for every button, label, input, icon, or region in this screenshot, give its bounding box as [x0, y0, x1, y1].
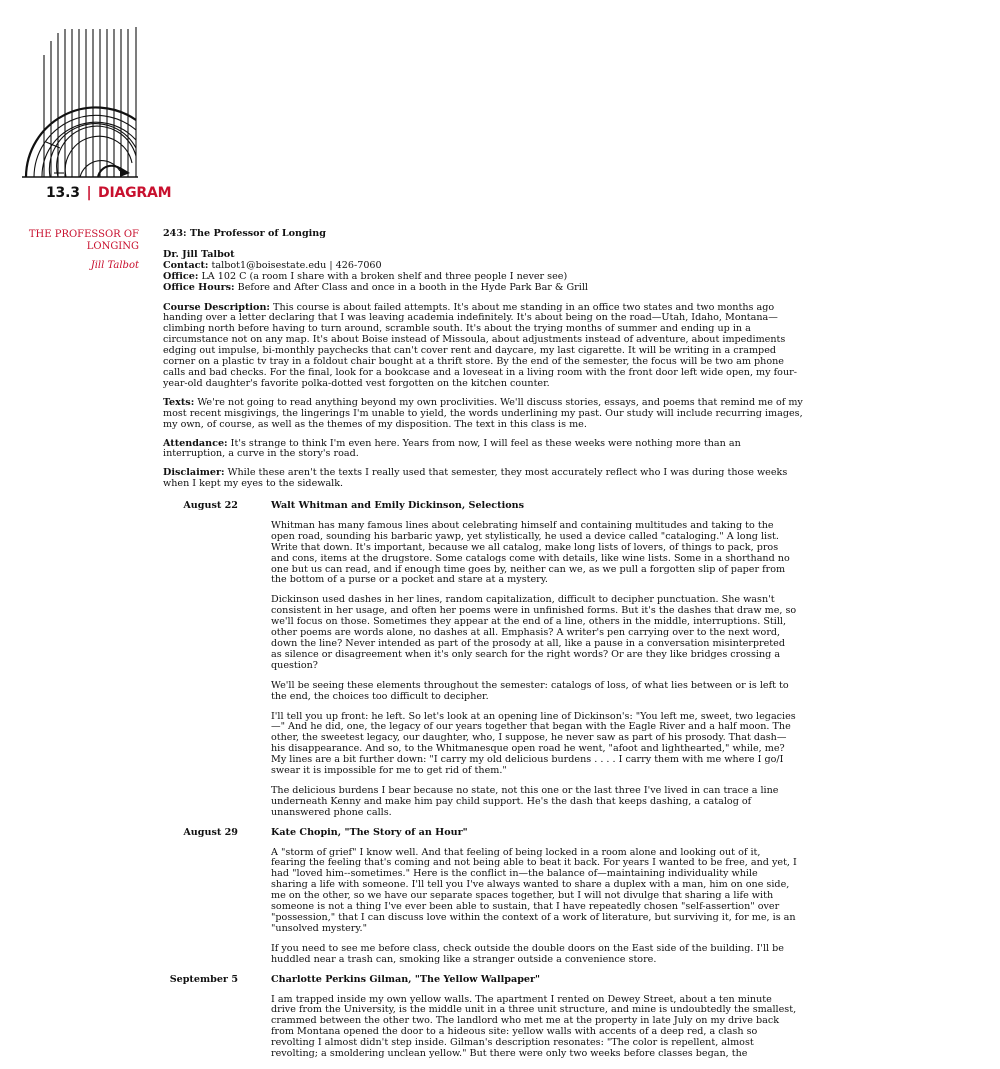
schedule-reading-title: Kate Chopin, "The Story of an Hour" [271, 826, 468, 838]
author-link[interactable]: Jill Talbot [90, 260, 139, 271]
office-hours-value: Before and After Class and once in a booth in the Hyde Park Bar & Grill [237, 281, 588, 293]
magazine-logo[interactable] [20, 25, 172, 205]
schedule-paragraph: Dickinson used dashes in her lines, random capitalization, difficult to decipher punctuation. She wasn't consistent in her usage, and often her poems were in unfinished forms. But it's the dashes that draw me, so we'll focus on those. Sometimes they appear at the end of a line, others in the middle, interruptions. Still, other poems are words alone, no dashes at all. Emphasis? A writer's pen carrying over to the next word, down the line? Never intended as part of the prosody at all, like a pause in a conversation misinterpreted as silence or disagreement when it's only search for the right words? Or are they like bridges crossing a question? [271, 594, 797, 671]
course-title: 243: The Professor of Longing [163, 228, 326, 239]
course-description-text: This course is about failed attempts. It's about me standing in an office two states and two months ago handing over a letter declaring that I was leaving academia indefinitely. It's about being on the road—Utah, Idaho, Montana—climbing north before having to turn around, scramble south. It's about the trying months of summer and ending up in a circumstance not on any map. It's about Boise instead of Missoula, about adjustments instead of adventure, about impediments edging out impulse, bi-monthly paychecks that can't cover rent and daycare, my last cigarette. It will be writing in a cramped corner on a plastic tv tray in a foldout chair bought at a thrift store. By the end of the semester, the focus will be two am phone calls and bad checks. For the final, look for a bookcase and a loveseat in a living room with the front door left wide open, my four-year-old daughter's favorite polka-dotted vest forgotten on the kitchen counter. [163, 301, 797, 389]
instructor-name: Dr. Jill Talbot [163, 248, 235, 260]
texts-section [163, 398, 803, 431]
schedule-date: September 5 [169, 973, 238, 985]
office-value: LA 102 C (a room I share with a broken shelf and three people I never see) [201, 270, 568, 282]
schedule-paragraph: If you need to see me before class, check outside the double doors on the East side of the building. I'll be huddled near a trash can, smoking like a stranger outside a convenience store. [271, 942, 784, 965]
logo-number: 13.3 [46, 185, 80, 201]
disclaimer-section [163, 468, 803, 490]
syllabus-header [163, 229, 803, 498]
schedule-paragraph: I am trapped inside my own yellow walls. The apartment I rented on Dewey Street, about a ten minute drive from the University, is the middle unit in a three unit structure, and mine is undoubtedly the smallest, crammed between the other two. The landlord who met me at the property in late July on my drive back from Montana opened the door to a hideous site: yellow walls with accents of a deep red, a clash so revolting I almost didn't step inside. Gilman's description resonates: "The color is repellent, almost revolting; a smoldering unclean yellow." But there were only two weeks before classes began, the [271, 993, 797, 1060]
schedule-date: August 22 [183, 500, 238, 511]
attendance-label: Attendance: [163, 437, 228, 449]
logo-word: DIAGRAM [98, 185, 172, 201]
schedule-date: August 29 [183, 826, 238, 838]
office-hours-label: Office Hours: [163, 281, 235, 293]
logo-wordmark [46, 185, 171, 201]
schedule [163, 501, 803, 1069]
attendance-section [163, 439, 803, 461]
attendance-text: It's strange to think I'm even here. Years from now, I will feel as these weeks were nothing more than an interruption, a curve in the story's road. [163, 437, 741, 460]
office-label: Office: [163, 270, 199, 282]
contact-block [163, 250, 803, 294]
contact-label: Contact: [163, 259, 209, 271]
course-description [163, 303, 803, 390]
disclaimer-text: While these aren't the texts I really used that semester, they most accurately reflect who I was during those weeks when I kept my eyes to the sidewalk. [163, 467, 788, 490]
schedule-entry [163, 501, 803, 819]
logo-separator: | [86, 185, 92, 201]
course-description-label: Course Description: [163, 301, 270, 313]
texts-label: Texts: [163, 396, 195, 408]
schedule-entry [163, 975, 803, 1060]
schedule-entry [163, 828, 803, 966]
contact-value: talbot1@boisestate.edu | 426-7060 [211, 259, 382, 271]
piece-title-link[interactable]: THE PROFESSOR OF LONGING [28, 229, 139, 252]
schedule-paragraph: Whitman has many famous lines about celebrating himself and containing multitudes and taking to the open road, sounding his barbaric yawp, yet stylistically, he used a device called "cataloging." A long list. Write that down. It's important, because we all catalog, make long lists of lovers, of things to pack, pros and cons, items at the drugstore. Some catalogs come with details, like wine lists. Some in a shorthand no one but us can read, and if enough time goes by, neither can we, as we pull a forgotten slip of paper from the bottom of a purse or a pocket and stare at a mystery. [271, 519, 790, 586]
disclaimer-label: Disclaimer: [163, 467, 225, 479]
texts-text: We're not going to read anything beyond my own proclivities. We'll discuss stories, essays, and poems that remind me of my most recent misgivings, the lingerings I'm unable to yield, the words underlining my past. Our study will include recurring images, my own, of course, as well as the themes of my disposition. The text in this class is me. [163, 396, 803, 430]
diagram-figure-icon [20, 25, 140, 185]
schedule-paragraph: A "storm of grief" I know well. And that feeling of being locked in a room alone and looking out of it, fearing the feeling that's coming and not being able to beat it back. For years I wanted to be free, and yet, I had "loved him--sometimes." Here is the conflict in—the balance of—maintaining individuality while sharing a life with someone. I'll tell you I've always wanted to share a duplex with a man, him on one side, me on the other, so we have our separate spaces together, but I will not divulge that sharing a life with someone is not a thing I've ever been able to sustain, that I have repeatedly chosen "self-assertion" over "possession," that I can discuss love within the context of a work of literature, but surviving it, for me, is an "unsolved mystery." [271, 846, 797, 934]
schedule-paragraph: The delicious burdens I bear because no state, not this one or the last three I've lived in can trace a line underneath Kenny and make him pay child support. He's the dash that keeps dashing, a catalog of unanswered phone calls. [271, 784, 779, 818]
sidebar [9, 229, 139, 272]
schedule-paragraph: We'll be seeing these elements throughout the semester: catalogs of loss, of what lies between or is left to the end, the choices too difficult to decipher. [271, 679, 789, 702]
schedule-reading-title: Walt Whitman and Emily Dickinson, Selections [271, 500, 524, 511]
schedule-reading-title: Charlotte Perkins Gilman, "The Yellow Wallpaper" [271, 973, 541, 985]
schedule-paragraph: I'll tell you up front: he left. So let's look at an opening line of Dickinson's: "You left me, sweet, two legacies—" And he did, one, the legacy of our years together that began with the Eagle River and a half moon. The other, the sweetest legacy, our daughter, who, I suppose, he never saw as part of his prosody. That dash—his disappearance. And so, to the Whitmanesque open road he went, "afoot and lighthearted," while, me? My lines are a bit further down: "I carry my old delicious burdens . . . . I carry them with me where I go/I swear it is impossible for me to get rid of them." [271, 710, 796, 777]
